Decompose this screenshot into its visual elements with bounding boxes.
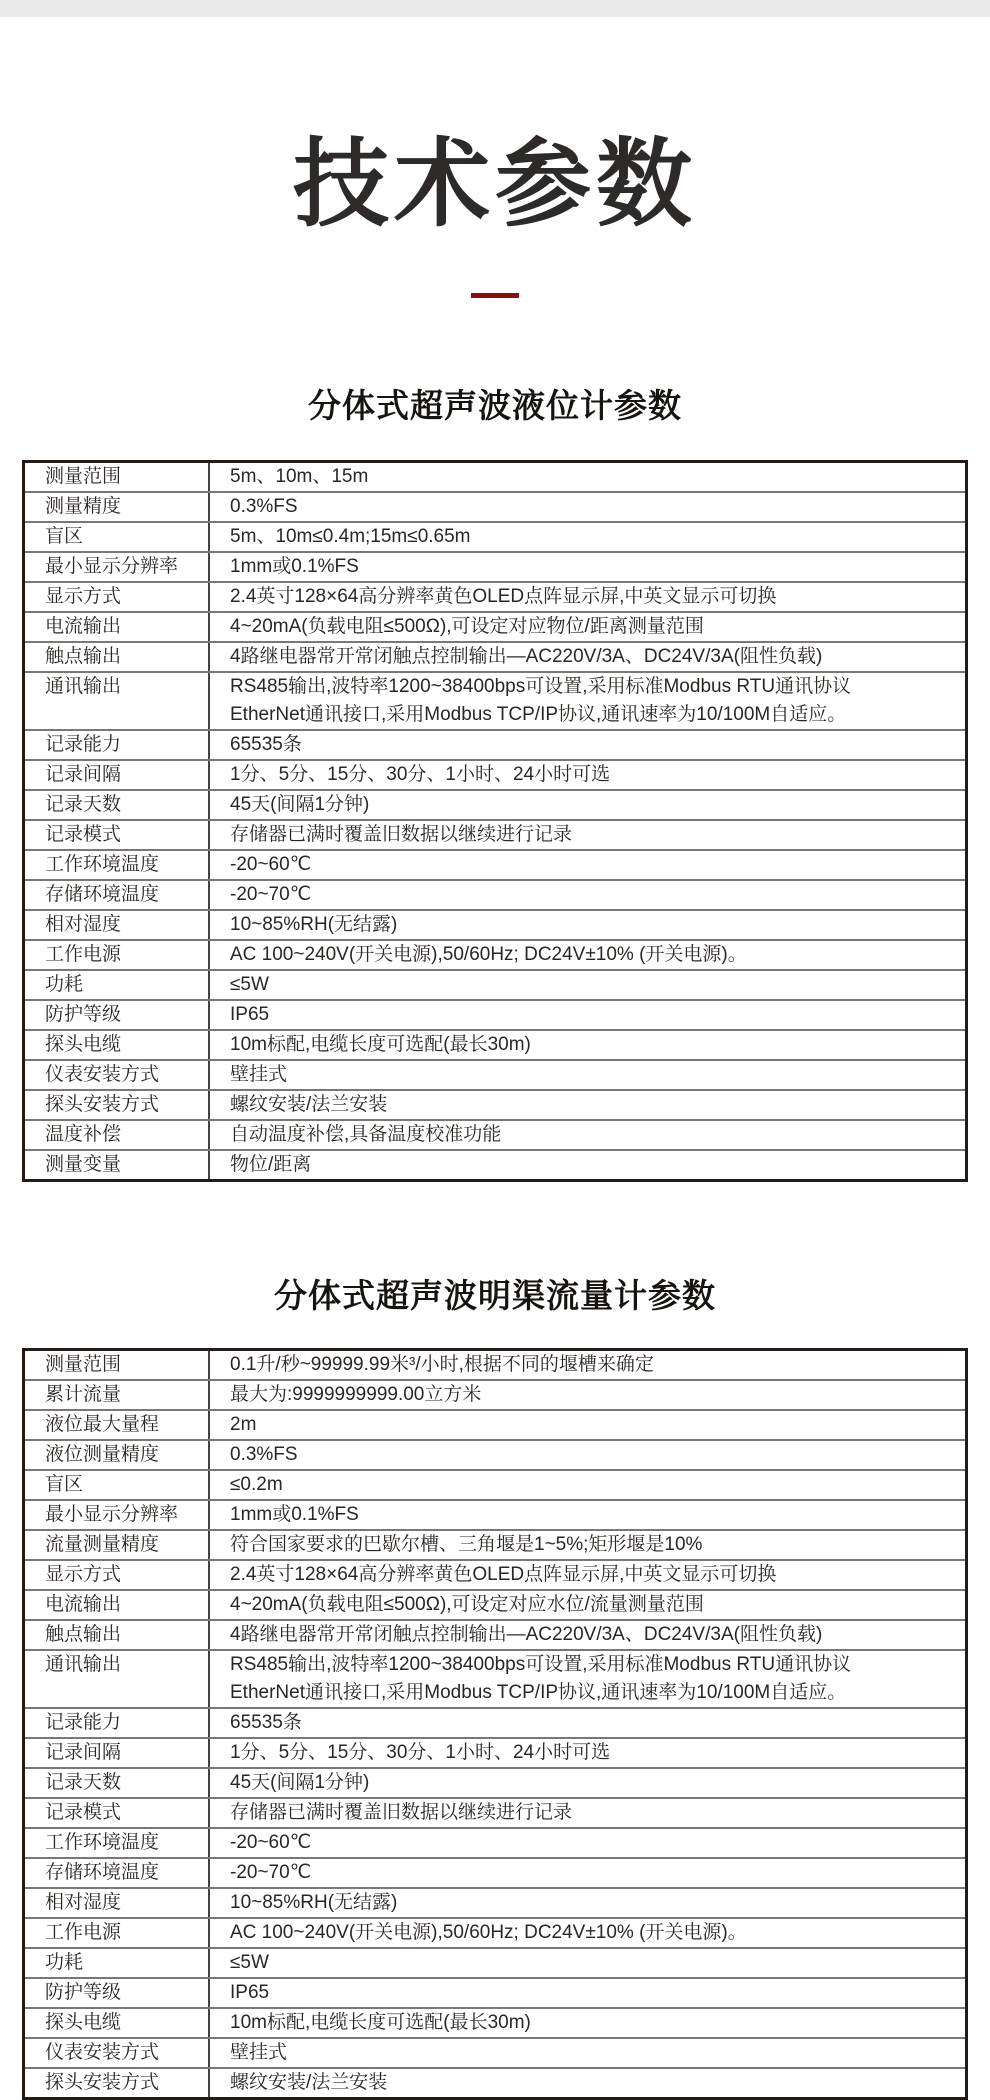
spec-value-line: 1mm或0.1%FS: [230, 1504, 359, 1525]
spec-value: [210, 1591, 965, 1619]
table-row: [25, 611, 965, 641]
spec-label: 工作电源: [25, 1919, 210, 1947]
spec-value: [210, 1769, 965, 1797]
spec-value: [210, 613, 965, 641]
spec-label: 盲区: [25, 1471, 210, 1499]
spec-value: [210, 851, 965, 879]
section-heading-level-meter: 分体式超声波液位计参数: [308, 387, 682, 424]
spec-value: [210, 821, 965, 849]
table-row: [25, 969, 965, 999]
table-row: [25, 819, 965, 849]
top-gray-strip: [0, 0, 990, 17]
spec-value-line: 4路继电器常开常闭触点控制输出—AC220V/3A、DC24V/3A(阻性负载): [230, 1624, 823, 1645]
table-row: [25, 729, 965, 759]
table-row: [25, 521, 965, 551]
spec-value: [210, 911, 965, 939]
table-row: [25, 909, 965, 939]
table-row: [25, 1089, 965, 1119]
table-row: [25, 1499, 965, 1529]
spec-value: [210, 1709, 965, 1737]
spec-label: 记录能力: [25, 1709, 210, 1737]
spec-value-line: 最大为:9999999999.00立方米: [230, 1384, 482, 1405]
spec-value-line: 0.3%FS: [230, 1444, 298, 1465]
spec-value-line: 1mm或0.1%FS: [230, 556, 359, 577]
spec-label: 触点输出: [25, 1621, 210, 1649]
spec-value: [210, 553, 965, 581]
table-row: [25, 789, 965, 819]
spec-label: 记录间隔: [25, 761, 210, 789]
spec-value: [210, 1651, 965, 1707]
table-row: [25, 463, 965, 491]
spec-value-line: 4路继电器常开常闭触点控制输出—AC220V/3A、DC24V/3A(阻性负载): [230, 646, 823, 667]
spec-value: [210, 1351, 965, 1379]
spec-value: [210, 1919, 965, 1947]
spec-value: [210, 1061, 965, 1089]
table-row: [25, 1351, 965, 1379]
spec-value-line: 1分、5分、15分、30分、1小时、24小时可选: [230, 764, 611, 785]
spec-label: 记录模式: [25, 1799, 210, 1827]
table-row: [25, 849, 965, 879]
spec-label: 液位测量精度: [25, 1441, 210, 1469]
spec-label: 测量范围: [25, 463, 210, 491]
spec-value: [210, 881, 965, 909]
spec-label: 工作环境温度: [25, 851, 210, 879]
table-row: [25, 1469, 965, 1499]
spec-label: 显示方式: [25, 1561, 210, 1589]
spec-value-line: 存储器已满时覆盖旧数据以继续进行记录: [230, 824, 573, 845]
table-row: [25, 1887, 965, 1917]
table-row: [25, 2007, 965, 2037]
spec-value-line: 存储器已满时覆盖旧数据以继续进行记录: [230, 1802, 573, 1823]
spec-label: 探头电缆: [25, 2009, 210, 2037]
table-row: [25, 759, 965, 789]
spec-label: 最小显示分辨率: [25, 553, 210, 581]
spec-value: [210, 643, 965, 671]
spec-label: 通讯输出: [25, 1651, 210, 1707]
spec-value: [210, 1471, 965, 1499]
spec-value: [210, 1859, 965, 1887]
spec-label: 记录天数: [25, 791, 210, 819]
spec-label: 累计流量: [25, 1381, 210, 1409]
spec-value: [210, 791, 965, 819]
spec-value-line: -20~60℃: [230, 854, 312, 875]
table-row: [25, 1589, 965, 1619]
spec-value-line: 5m、10m、15m: [230, 466, 369, 487]
spec-label: 记录间隔: [25, 1739, 210, 1767]
spec-value-line: RS485输出,波特率1200~38400bps可设置,采用标准Modbus RTU通讯协议: [230, 1654, 852, 1675]
spec-value-line: 2.4英寸128×64高分辨率黄色OLED点阵显示屏,中英文显示可切换: [230, 586, 777, 607]
table-row: [25, 1649, 965, 1707]
spec-value-line: 0.3%FS: [230, 496, 298, 517]
spec-label: 电流输出: [25, 613, 210, 641]
spec-value: [210, 1381, 965, 1409]
table-row: [25, 1947, 965, 1977]
table-row: [25, 551, 965, 581]
spec-label: 流量测量精度: [25, 1531, 210, 1559]
spec-value-line: RS485输出,波特率1200~38400bps可设置,采用标准Modbus RTU通讯协议: [230, 676, 852, 697]
spec-label: 功耗: [25, 971, 210, 999]
spec-value-line: 4~20mA(负载电阻≤500Ω),可设定对应物位/距离测量范围: [230, 616, 704, 637]
table-row: [25, 581, 965, 611]
spec-label: 盲区: [25, 523, 210, 551]
spec-value-line: 10~85%RH(无结露): [230, 1892, 398, 1913]
table-row: [25, 1529, 965, 1559]
spec-value-line: 1分、5分、15分、30分、1小时、24小时可选: [230, 1742, 611, 1763]
spec-label: 探头电缆: [25, 1031, 210, 1059]
spec-label: 仪表安装方式: [25, 1061, 210, 1089]
spec-value-line: 4~20mA(负载电阻≤500Ω),可设定对应水位/流量测量范围: [230, 1594, 704, 1615]
table-row: [25, 671, 965, 729]
table-row: [25, 1619, 965, 1649]
spec-label: 最小显示分辨率: [25, 1501, 210, 1529]
table-row: [25, 939, 965, 969]
spec-value: [210, 2039, 965, 2067]
spec-value: [210, 1031, 965, 1059]
spec-label: 仪表安装方式: [25, 2039, 210, 2067]
spec-label: 防护等级: [25, 1979, 210, 2007]
spec-value-line: ≤0.2m: [230, 1474, 283, 1495]
spec-value: [210, 1441, 965, 1469]
spec-value-line: -20~60℃: [230, 1832, 312, 1853]
spec-value-line: 10m标配,电缆长度可选配(最长30m): [230, 1034, 531, 1055]
spec-label: 存储环境温度: [25, 881, 210, 909]
spec-value: [210, 1411, 965, 1439]
spec-value-line: 2.4英寸128×64高分辨率黄色OLED点阵显示屏,中英文显示可切换: [230, 1564, 777, 1585]
spec-label: 电流输出: [25, 1591, 210, 1619]
table-row: [25, 491, 965, 521]
spec-value-line: 10m标配,电缆长度可选配(最长30m): [230, 2012, 531, 2033]
table-row: [25, 1857, 965, 1887]
spec-value-line: 符合国家要求的巴歇尔槽、三角堰是1~5%;矩形堰是10%: [230, 1534, 703, 1555]
spec-label: 触点输出: [25, 643, 210, 671]
spec-value-line: 物位/距离: [230, 1154, 312, 1175]
spec-value: [210, 731, 965, 759]
spec-value: [210, 1829, 965, 1857]
spec-value: [210, 493, 965, 521]
spec-value: [210, 673, 965, 729]
table-row: [25, 2037, 965, 2067]
table-row: [25, 1827, 965, 1857]
table-row: [25, 1439, 965, 1469]
spec-label: 液位最大量程: [25, 1411, 210, 1439]
spec-value-line: ≤5W: [230, 1952, 269, 1973]
spec-value-line: IP65: [230, 1982, 270, 2003]
table-row: [25, 1737, 965, 1767]
table-row: [25, 1029, 965, 1059]
spec-value-line: 65535条: [230, 734, 302, 755]
spec-label: 测量变量: [25, 1151, 210, 1179]
table-row: [25, 1797, 965, 1827]
spec-value-line: EtherNet通讯接口,采用Modbus TCP/IP协议,通讯速率为10/100M自适应。: [230, 1682, 847, 1703]
spec-label: 记录模式: [25, 821, 210, 849]
spec-value-line: 65535条: [230, 1712, 302, 1733]
spec-value: [210, 1121, 965, 1149]
table-row: [25, 1149, 965, 1179]
table-row: [25, 1767, 965, 1797]
spec-value-line: 2m: [230, 1414, 257, 1435]
table-row: [25, 1119, 965, 1149]
title-divider-dash: [471, 293, 519, 298]
spec-value-line: 45天(间隔1分钟): [230, 1772, 370, 1793]
spec-value: [210, 583, 965, 611]
spec-value: [210, 523, 965, 551]
spec-label: 温度补偿: [25, 1121, 210, 1149]
spec-label: 相对湿度: [25, 911, 210, 939]
spec-label: 相对湿度: [25, 1889, 210, 1917]
spec-value-line: 45天(间隔1分钟): [230, 794, 370, 815]
spec-value-line: AC 100~240V(开关电源),50/60Hz; DC24V±10% (开关电源)。: [230, 944, 747, 965]
spec-value: [210, 1531, 965, 1559]
spec-value-line: AC 100~240V(开关电源),50/60Hz; DC24V±10% (开关电源)。: [230, 1922, 747, 1943]
spec-value-line: 螺纹安装/法兰安装: [230, 2072, 388, 2093]
spec-value: [210, 761, 965, 789]
spec-label: 测量范围: [25, 1351, 210, 1379]
spec-label: 探头安装方式: [25, 1091, 210, 1119]
spec-value: [210, 2069, 965, 2097]
spec-value: [210, 1739, 965, 1767]
spec-value: [210, 1151, 965, 1179]
spec-label: 防护等级: [25, 1001, 210, 1029]
spec-value: [210, 1501, 965, 1529]
spec-label: 记录能力: [25, 731, 210, 759]
table-row: [25, 999, 965, 1029]
section-heading-flow-meter: 分体式超声波明渠流量计参数: [274, 1277, 716, 1314]
page-title: 技术参数: [293, 131, 697, 238]
spec-value: [210, 1001, 965, 1029]
spec-value-line: 10~85%RH(无结露): [230, 914, 398, 935]
spec-value-line: 螺纹安装/法兰安装: [230, 1094, 388, 1115]
spec-value-line: ≤5W: [230, 974, 269, 995]
spec-label: 测量精度: [25, 493, 210, 521]
table-row: [25, 1059, 965, 1089]
spec-value-line: 自动温度补偿,具备温度校准功能: [230, 1124, 502, 1145]
spec-value: [210, 1561, 965, 1589]
spec-value: [210, 1949, 965, 1977]
spec-value-line: -20~70℃: [230, 1862, 312, 1883]
spec-value: [210, 463, 965, 491]
table-row: [25, 1917, 965, 1947]
spec-value-line: 5m、10m≤0.4m;15m≤0.65m: [230, 526, 471, 547]
table-row: [25, 2067, 965, 2097]
spec-value: [210, 1091, 965, 1119]
spec-label: 通讯输出: [25, 673, 210, 729]
spec-value: [210, 971, 965, 999]
spec-value-line: 壁挂式: [230, 1064, 288, 1085]
spec-value-line: 0.1升/秒~99999.99米³/小时,根据不同的堰槽来确定: [230, 1354, 654, 1375]
spec-label: 探头安装方式: [25, 2069, 210, 2097]
spec-label: 存储环境温度: [25, 1859, 210, 1887]
spec-value: [210, 1979, 965, 2007]
spec-value-line: -20~70℃: [230, 884, 312, 905]
table-row: [25, 1707, 965, 1737]
table-row: [25, 879, 965, 909]
table-row: [25, 1559, 965, 1589]
table-row: [25, 641, 965, 671]
spec-value: [210, 1799, 965, 1827]
spec-label: 记录天数: [25, 1769, 210, 1797]
table-row: [25, 1409, 965, 1439]
spec-value: [210, 1889, 965, 1917]
spec-label: 显示方式: [25, 583, 210, 611]
spec-value: [210, 941, 965, 969]
spec-value: [210, 2009, 965, 2037]
spec-value-line: IP65: [230, 1004, 270, 1025]
spec-label: 工作电源: [25, 941, 210, 969]
level-meter-spec-table: [22, 460, 968, 1182]
spec-value-line: EtherNet通讯接口,采用Modbus TCP/IP协议,通讯速率为10/100M自适应。: [230, 704, 847, 725]
spec-label: 功耗: [25, 1949, 210, 1977]
spec-label: 工作环境温度: [25, 1829, 210, 1857]
spec-value-line: 壁挂式: [230, 2042, 288, 2063]
flow-meter-spec-table: [22, 1348, 968, 2100]
table-row: [25, 1977, 965, 2007]
spec-value: [210, 1621, 965, 1649]
table-row: [25, 1379, 965, 1409]
